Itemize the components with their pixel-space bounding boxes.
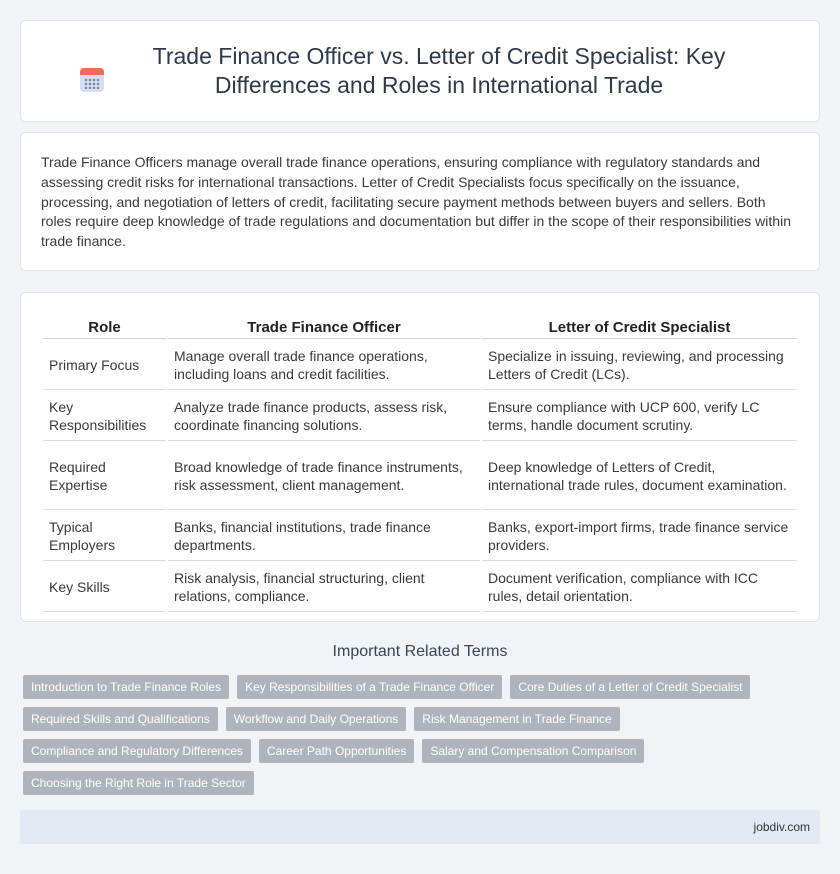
row-label: Typical Employers [43,512,166,561]
row-label: Key Responsibilities [43,392,166,441]
calendar-icon [80,68,104,92]
related-term-tag[interactable]: Workflow and Daily Operations [226,707,407,731]
page-title: Trade Finance Officer vs. Letter of Credit Specialist: Key Differences and Roles in International Trade [152,43,726,98]
footer [20,810,820,844]
related-term-tag[interactable]: Career Path Opportunities [259,739,414,763]
column-header: Trade Finance Officer [168,315,480,339]
table-row [43,563,797,612]
table-cell: Broad knowledge of trade finance instruments, risk assessment, client management. [168,443,480,510]
intro-card [20,132,820,271]
comparison-card [20,292,820,622]
related-term-tag[interactable]: Compliance and Regulatory Differences [23,739,251,763]
related-term-tag[interactable]: Risk Management in Trade Finance [414,707,619,731]
intro-paragraph: Trade Finance Officers manage overall trade finance operations, ensuring compliance with regulatory standards and assessing credit risks for international transactions. Letter of Credit Specialists focus specifically on the issuance, processing, and negotiation of letters of credit, facilitating secure payment methods between buyers and sellers. Both roles require deep knowledge of trade regulations and documentation but differ in the scope of their responsibilities within trade finance. [41,154,791,250]
table-cell: Document verification, compliance with ICC rules, detail orientation. [482,563,797,612]
table-cell: Specialize in issuing, reviewing, and processing Letters of Credit (LCs). [482,341,797,390]
title-card [20,20,820,122]
column-header: Letter of Credit Specialist [482,315,797,339]
row-label: Required Expertise [43,443,166,510]
related-terms-heading: Important Related Terms [332,643,508,660]
related-terms-list [23,675,803,795]
table-cell: Analyze trade finance products, assess risk, coordinate financing solutions. [168,392,480,441]
comparison-table [41,313,799,614]
site-link[interactable]: jobdiv.com [753,820,810,834]
table-row [43,392,797,441]
table-cell: Risk analysis, financial structuring, client relations, compliance. [168,563,480,612]
related-term-tag[interactable]: Introduction to Trade Finance Roles [23,675,229,699]
column-header: Role [43,315,166,339]
table-cell: Deep knowledge of Letters of Credit, international trade rules, document examination. [482,443,797,510]
related-term-tag[interactable]: Required Skills and Qualifications [23,707,218,731]
related-term-tag[interactable]: Salary and Compensation Comparison [422,739,644,763]
table-row [43,512,797,561]
table-row [43,443,797,510]
table-cell: Manage overall trade finance operations, including loans and credit facilities. [168,341,480,390]
related-term-tag[interactable]: Core Duties of a Letter of Credit Specialist [510,675,750,699]
row-label: Primary Focus [43,341,166,390]
table-cell: Banks, export-import firms, trade finance service providers. [482,512,797,561]
related-term-tag[interactable]: Key Responsibilities of a Trade Finance Officer [237,675,502,699]
row-label: Key Skills [43,563,166,612]
table-cell: Banks, financial institutions, trade finance departments. [168,512,480,561]
related-term-tag[interactable]: Choosing the Right Role in Trade Sector [23,771,254,795]
table-row [43,341,797,390]
table-cell: Ensure compliance with UCP 600, verify LC terms, handle document scrutiny. [482,392,797,441]
table-header-row [43,315,797,339]
